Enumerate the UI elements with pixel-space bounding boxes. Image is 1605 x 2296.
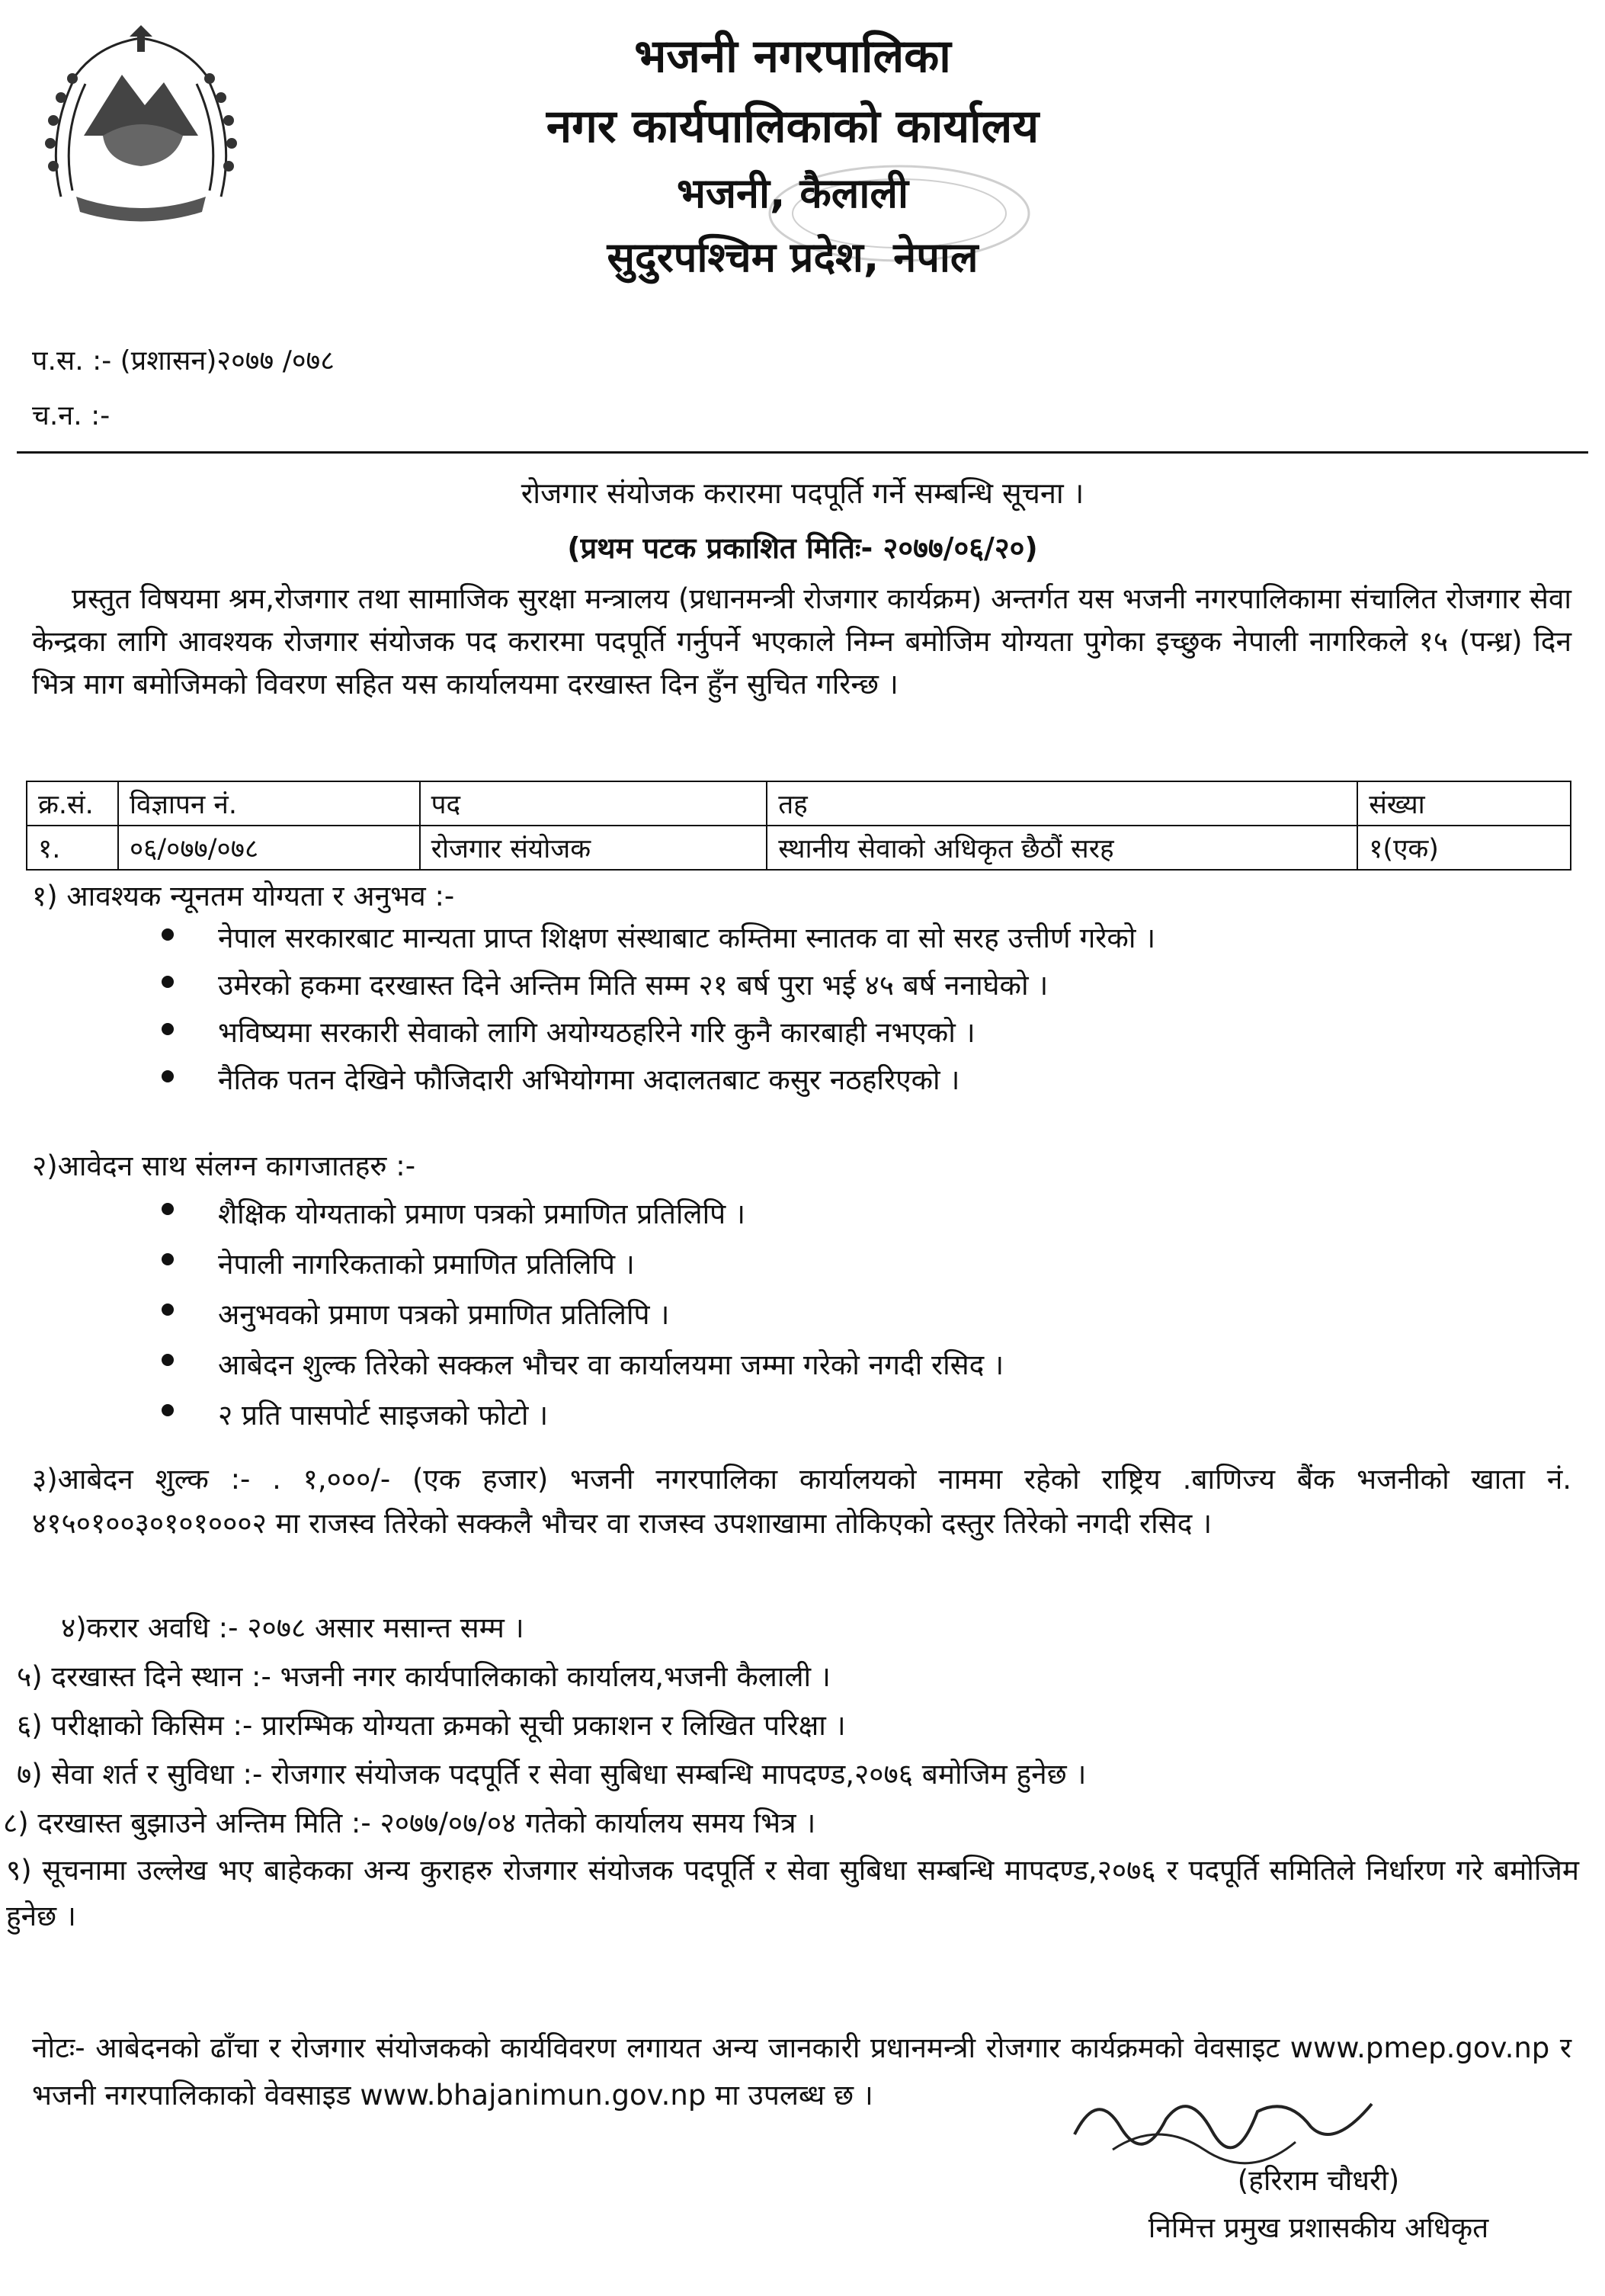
qualification-list [152,915,1570,1104]
list-item-text: २ प्रति पासपोर्ट साइजको फोटो । [218,1399,549,1432]
signatory-name: (हरिराम चौधरी) [1237,2164,1400,2197]
note-paragraph: नोटः- आबेदनको ढाँचा र रोजगार संयोजकको कार्यविवरण लगायत अन्य जानकारी प्रधानमन्त्री रोजगार कार्यक्रमको वेवसाइट www.pmep.gov.np र भजनी नगरपालिकाको वेवसाइड www.bhajanimun.gov.np मा उपलब्ध छ । [32,2031,1571,2112]
list-item-text: भविष्यमा सरकारी सेवाको लागि अयोग्यठहरिने गरि कुनै कारबाही नभएको । [218,1016,975,1049]
table-cell: स्थानीय सेवाको अधिकृत छैठौं सरह [767,826,1357,870]
section-8-deadline: ८) दरखास्त बुझाउने अन्तिम मिति :- २०७७/०७/०४ गतेको कार्यालय समय भित्र । [3,1807,816,1839]
vacancy-table [26,781,1571,871]
section-9-other: ९) सूचनामा उल्लेख भए बाहेकका अन्य कुराहरु रोजगार संयोजक पदपूर्ति र सेवा सुबिधा सम्बन्धि मापदण्ड,२०७६ र पदपूर्ति समितिले निर्धारण गरे बमोजिम हुनेछ । [6,1854,1579,1932]
bullet-icon [162,928,174,941]
section-6-exam: ६) परीक्षाको किसिम :- प्रारम्भिक योग्यता क्रमको सूची प्रकाशन र लिखित परिक्षा । [17,1709,846,1742]
reference-numbers [32,334,335,444]
list-item [152,1290,1570,1340]
bullet-icon [162,1404,174,1416]
table-header-cell: पद [420,781,767,826]
list-item [152,1057,1570,1104]
table-cell: १. [27,826,118,870]
list-item-text: अनुभवको प्रमाण पत्रको प्रमाणित प्रतिलिपि । [218,1298,670,1331]
list-item [152,1390,1570,1441]
signatory-block [1052,2157,1585,2252]
letterhead [305,21,1280,290]
signatory-designation: निमित्त प्रमुख प्रशासकीय अधिकृत [1148,2211,1489,2244]
section-7-service: ७) सेवा शर्त र सुविधा :- रोजगार संयोजक पदपूर्ति र सेवा सुबिधा सम्बन्धि मापदण्ड,२०७६ बमोजिम हुनेछ । [17,1758,1087,1791]
list-item [152,1189,1570,1239]
list-item-text: उमेरको हकमा दरखास्त दिने अन्तिम मिति सम्म २१ बर्ष पुरा भई ४५ बर्ष ननाघेको । [218,969,1049,1002]
published-date: (प्रथम पटक प्रकाशित मितिः- २०७७/०६/२०) [567,531,1038,565]
table-cell: ०६/०७७/०७८ [118,826,420,870]
table-header-row [27,781,1571,826]
bullet-icon [162,1023,174,1035]
divider [17,451,1588,454]
documents-list [152,1189,1570,1441]
list-item-text: नेपाली नागरिकताको प्रमाणित प्रतिलिपि । [218,1248,635,1281]
list-item-text: नैतिक पतन देखिने फौजिदारी अभियोगमा अदालतबाट कसुर नठहरिएको । [218,1063,960,1096]
table-header-cell: क्र.सं. [27,781,118,826]
office-location: भजनी, कैलाली [677,169,908,217]
table-row [27,826,1571,870]
list-item [152,1009,1570,1057]
list-item [152,1340,1570,1390]
province-country: सुदुरपश्चिम प्रदेश, नेपाल [607,233,979,281]
list-item-text: नेपाल सरकारबाट मान्यता प्राप्त शिक्षण संस्थाबाट कम्तिमा स्नातक वा सो सरह उत्तीर्ण गरेको । [218,922,1156,954]
notice-title: रोजगार संयोजक करारमा पदपूर्ति गर्ने सम्बन्धि सूचना । [521,476,1084,510]
list-item-text: आबेदन शुल्क तिरेको सक्कल भौचर वा कार्यालयमा जम्मा गरेको नगदी रसिद । [218,1348,1004,1381]
bullet-icon [162,1304,174,1316]
dispatch-number: च.न. :- [32,400,111,431]
table-header-cell: संख्या [1357,781,1571,826]
list-item [152,915,1570,962]
bullet-icon [162,976,174,988]
section-4-duration: ४)करार अवधि :- २०७८ असार मसान्त सम्म । [61,1611,524,1644]
nepal-emblem-icon [30,21,251,231]
table-cell: १(एक) [1357,826,1571,870]
table-header-cell: विज्ञापन नं. [118,781,420,826]
list-item [152,1239,1570,1290]
table-cell: रोजगार संयोजक [420,826,767,870]
letter-number: प.स. :- (प्रशासन)२०७७ /०७८ [32,345,335,377]
municipality-name: भजनी नगरपालिका [634,30,951,83]
section-2-title: २)आवेदन साथ संलग्न कागजातहरु :- [32,1150,416,1182]
bullet-icon [162,1203,174,1215]
section-1-title: १) आवश्यक न्यूनतम योग्यता र अनुभव :- [32,880,455,912]
section-5-place: ५) दरखास्त दिने स्थान :- भजनी नगर कार्यपालिकाको कार्यालय,भजनी कैलाली । [17,1660,831,1693]
list-item-text: शैक्षिक योग्यताको प्रमाण पत्रको प्रमाणित प्रतिलिपि । [218,1198,745,1230]
bullet-icon [162,1253,174,1265]
bullet-icon [162,1070,174,1082]
bullet-icon [162,1354,174,1366]
intro-paragraph: प्रस्तुत विषयमा श्रम,रोजगार तथा सामाजिक सुरक्षा मन्त्रालय (प्रधानमन्त्री रोजगार कार्यक्रम) अन्तर्गत यस भजनी नगरपालिकामा संचालित रोजगार सेवा केन्द्रका लागि आवश्यक रोजगार संयोजक पद करारमा पदपूर्ति गर्नुपर्ने भएकाले निम्न बमोजिम योग्यता पुगेका इच्छुक नेपाली नागरिकले १५ (पन्ध्र) दिन भित्र माग बमोजिमको विवरण सहित यस कार्यालयमा दरखास्त दिन हुँन सुचित गरिन्छ । [32,582,1571,701]
table-header-cell: तह [767,781,1357,826]
section-3-fee: ३)आबेदन शुल्क :- . १,०००/- (एक हजार) भजनी नगरपालिका कार्यालयको नाममा रहेको राष्ट्रिय .बाणिज्य बैंक भजनीको खाता नं. ४१५०१००३०१०१०००२ मा राजस्व तिरेको सक्कलै भौचर वा राजस्व उपशाखामा तोकिएको दस्तुर तिरेको नगदी रसिद । [32,1463,1571,1540]
list-item [152,962,1570,1009]
office-name: नगर कार्यपालिकाको कार्यालय [546,100,1040,153]
